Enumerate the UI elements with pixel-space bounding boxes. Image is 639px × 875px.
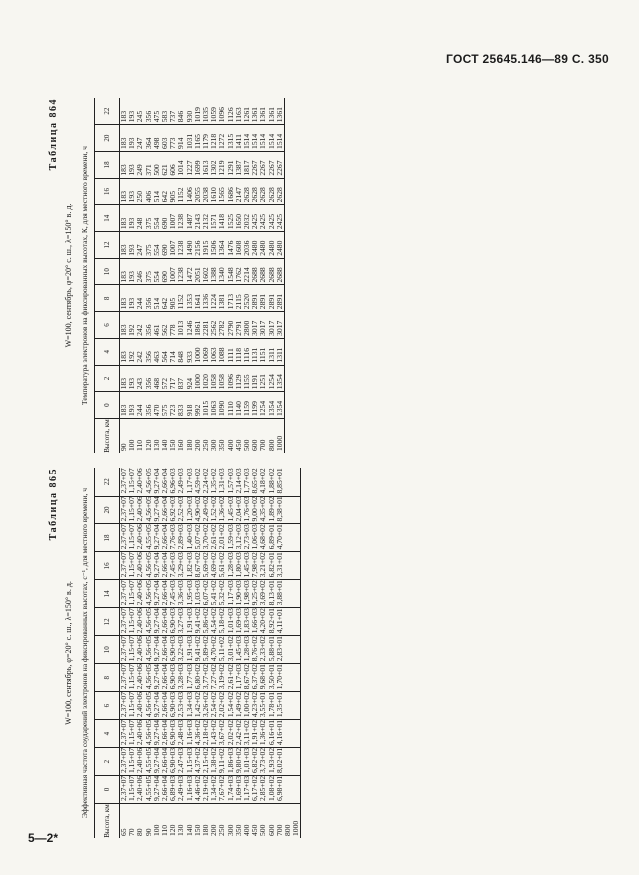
- column-header-hour: 22: [95, 468, 120, 496]
- value-cell: 183 193 250 406 514 642 905 1152 1406 2055 2038 1610 1565 1686 2147 2628 2628 2628 2628 2628: [120, 178, 285, 205]
- table-subcaption: Эффективная частота соударений электронов на фиксированных высотах, с⁻¹, для местного времени, ч: [80, 488, 89, 818]
- column-header-hour: 18: [95, 151, 120, 178]
- value-cell: 183 193 246 375 554 690 1007 1238 1472 2051 1602 1388 1340 1548 1762 2214 2688 2688 2688 2688: [120, 258, 285, 285]
- page-footer: 5—2*: [28, 831, 59, 845]
- column-header-hour: 8: [95, 664, 120, 692]
- column-header-hour: 4: [95, 338, 120, 365]
- value-cell: 2,37+07 1,15+07 2,40+06 4,55+05 9,27+04 2,66+04 7,76+03 2,89+03 1,40+03 5,07+02 3,70+02 2,61+02 2,01+02 1,59+03 3,12+03 2,73+03 1,06+03 4,68+02 6,89+01 4,70+01: [120, 524, 301, 552]
- value-cell: 183 193 248 375 554 690 1007 1238 1487 2143 2132 1571 1418 1525 1650 2032 2425 2425 2425 2425: [120, 205, 285, 232]
- value-cell: 2,37+07 1,15+07 2,40+06 4,56+05 9,27+04 2,66+04 6,90+03 3,22+03 1,91+03 9,41+02 5,89+02 4,70+02 5,11+02 3,01+02 1,45+03 1,28+03 8,76+02 2,33+02 5,88+01 2,83+01: [120, 636, 301, 664]
- value-cell: 2,37+07 1,15+07 2,40+06 4,56+05 9,27+04 2,66+04 7,45+03 3,29+03 1,82+03 8,67+02 5,69+02 4,69+02 5,61+02 1,28+03 1,80+03 1,45+03 7,98+02 3,21+02 6,82+01 3,31+01: [120, 552, 301, 580]
- table-row: [120, 468, 301, 838]
- value-cell: 183 193 247 375 554 690 1007 1238 1490 2156 1915 1506 1364 1476 1608 2036 2480 2480 2480 2480: [120, 232, 285, 259]
- table-caption: W=100, сентябрь, φ=20° с. ш., λ=150° в. д.: [64, 581, 73, 725]
- value-cell: 183 193 243 356 468 572 717 837 924 1000 1020 1058 1058 1096 1129 1155 1191 1251 1254 1354: [120, 365, 285, 392]
- column-header-hour: 12: [95, 232, 120, 259]
- column-header-height: Высота, км: [95, 804, 120, 839]
- value-cell: 2,37+07 1,15+07 2,40+06 4,56+05 9,27+04 2,66+04 6,90+03 2,53+03 1,34+03 1,42+02 3,26+02 2,54+02 2,02+02 1,54+02 1,49+02 1,00+02 4,23+02 3,55+01 1,78+01 1,35+01: [120, 692, 301, 720]
- column-header-hour: 0: [95, 392, 120, 419]
- table-label: Таблица 865: [48, 468, 59, 541]
- value-cell: 2,37+07 1,15+07 2,40+06 4,56+05 9,27+04 2,66+04 6,92+03 2,52+03 1,20+03 4,90+02 2,49+02 1,52+02 1,36+02 1,45+03 2,04+03 1,76+03 9,00+02 4,35+02 1,89+02 8,38+01: [120, 496, 301, 524]
- table-label: Таблица 864: [48, 98, 59, 171]
- page-header: ГОСТ 25645.146—89 С. 350: [446, 52, 609, 66]
- value-cell: 2,37+07 1,15+07 2,40+06 4,56+05 9,27+04 2,66+04 6,96+03 2,49+03 1,17+03 4,59+02 2,24+02 1,35+02 1,31+03 1,57+03 2,14+03 1,77+03 8,65+02 4,18+02 1,88+02 8,85+01: [120, 468, 301, 496]
- column-header-hour: 22: [95, 98, 120, 125]
- column-header-hour: 14: [95, 205, 120, 232]
- column-header-hour: 20: [95, 125, 120, 152]
- column-header-hour: 6: [95, 312, 120, 339]
- table-caption: W=100, сентябрь, φ=20° с. ш., λ=150° в. д.: [64, 203, 73, 348]
- height-cell: 90 100 110 120 130 140 150 160 180 200 250 300 350 400 450 500 600 700 800 1000: [119, 435, 284, 451]
- table-subcaption: Температура электронов на фиксированных высотах, К, для местного времени, ч: [80, 146, 89, 405]
- value-cell: 183 192 242 356 461 562 778 1013 1246 1861 2281 2562 2782 2790 2791 2800 3017 3017 3017 3017: [120, 312, 285, 339]
- data-table: [94, 468, 301, 838]
- value-cell: 2,37+07 1,15+07 2,40+06 4,55+05 9,27+04 2,66+04 6,90+03 2,47+03 1,15+03 4,37+02 2,15+02 1,38+02 9,11+02 1,86+03 9,80+02 1,01+03 6,82+02 3,73+02 1,93+02 8,02+01: [120, 748, 301, 776]
- column-header-hour: 12: [95, 608, 120, 636]
- column-header-hour: 2: [95, 365, 120, 392]
- column-header-hour: 10: [95, 258, 120, 285]
- value-cell: 183 192 242 356 463 564 714 848 933 1000 1069 1063 1088 1111 1118 1116 1131 1151 1311 1311: [120, 338, 285, 365]
- table-row: [120, 98, 285, 453]
- value-cell: 2,37+07 1,15+07 2,40+06 4,56+05 9,27+04 2,66+04 6,90+03 3,27+03 1,91+03 9,41+02 5,86+02 4,54+02 5,18+02 1,01+03 1,69+03 1,83+03 1,66+03 4,20+02 8,92+01 4,11+01: [120, 608, 301, 636]
- table-865: [48, 468, 608, 838]
- value-cell: 2,37+07 1,15+07 2,40+06 4,56+05 9,27+04 2,66+04 6,90+03 3,28+03 1,77+03 6,80+02 3,77+02 7,27+02 3,19+02 2,61+02 1,17+03 8,67+02 6,37+02 9,68+01 3,50+01 1,70+01: [120, 664, 301, 692]
- column-header-hour: 16: [95, 178, 120, 205]
- column-header-hour: 2: [95, 748, 120, 776]
- data-table: [94, 98, 285, 453]
- column-header-hour: 10: [95, 636, 120, 664]
- column-header-hour: 0: [95, 776, 120, 804]
- column-header-height: Высота, км: [95, 419, 120, 454]
- column-header-hour: 20: [95, 496, 120, 524]
- value-cell: 183 193 244 356 514 642 905 1152 1353 1641 1336 1224 1381 1713 2115 2520 2891 2891 2891 2891: [120, 285, 285, 312]
- value-cell: 183 193 245 356 475 583 737 846 930 1019 1035 1059 1096 1126 1163 1261 1361 1361 1361 1361: [120, 98, 285, 125]
- value-cell: 183 193 244 356 470 575 723 833 918 992 1015 1063 1090 1110 1140 1159 1199 1254 1354 1354: [120, 392, 285, 419]
- column-header-hour: 16: [95, 552, 120, 580]
- column-header-hour: 14: [95, 580, 120, 608]
- column-header-hour: 8: [95, 285, 120, 312]
- value-cell: 183 193 247 364 498 603 773 914 1031 1165 1179 1218 1272 1315 1411 1514 1514 1514 1514 1514: [120, 125, 285, 152]
- table-864: [48, 98, 608, 453]
- column-header-hour: 6: [95, 692, 120, 720]
- value-cell: 183 193 249 371 500 621 606 1014 1227 1699 1613 1302 1219 1291 1387 1817 2267 2267 2267 2267: [120, 151, 285, 178]
- height-cell: 65 70 80 90 100 110 120 130 140 150 180 200 250 300 350 400 450 500 600 700 800 1000: [119, 820, 301, 836]
- value-cell: 2,37+07 1,15+07 2,40+06 4,55+05 9,27+04 2,66+04 6,89+03 2,49+03 1,16+03 4,46+02 2,19+02 1,34+02 7,67+02 1,74+03 1,69+03 1,17+03 6,17+02 2,85+02 1,08+02 6,98+01: [120, 776, 301, 804]
- column-header-hour: 18: [95, 524, 120, 552]
- value-cell: 2,37+07 1,15+07 2,40+06 4,56+05 9,27+04 2,66+04 6,90+03 2,48+03 1,16+03 4,36+02 2,18+02 1,43+02 3,67+02 2,02+02 2,42+02 3,11+02 1,91+02 1,36+02 6,16+01 4,16+01: [120, 720, 301, 748]
- column-header-hour: 4: [95, 720, 120, 748]
- value-cell: 2,37+07 1,15+07 2,40+06 4,56+05 9,27+04 2,66+04 7,45+03 3,36+03 1,95+03 1,03+03 6,07+02 5,41+02 5,32+02 1,17+03 1,90+03 1,98+03 9,25+02 3,69+02 8,13+01 3,88+01: [120, 580, 301, 608]
